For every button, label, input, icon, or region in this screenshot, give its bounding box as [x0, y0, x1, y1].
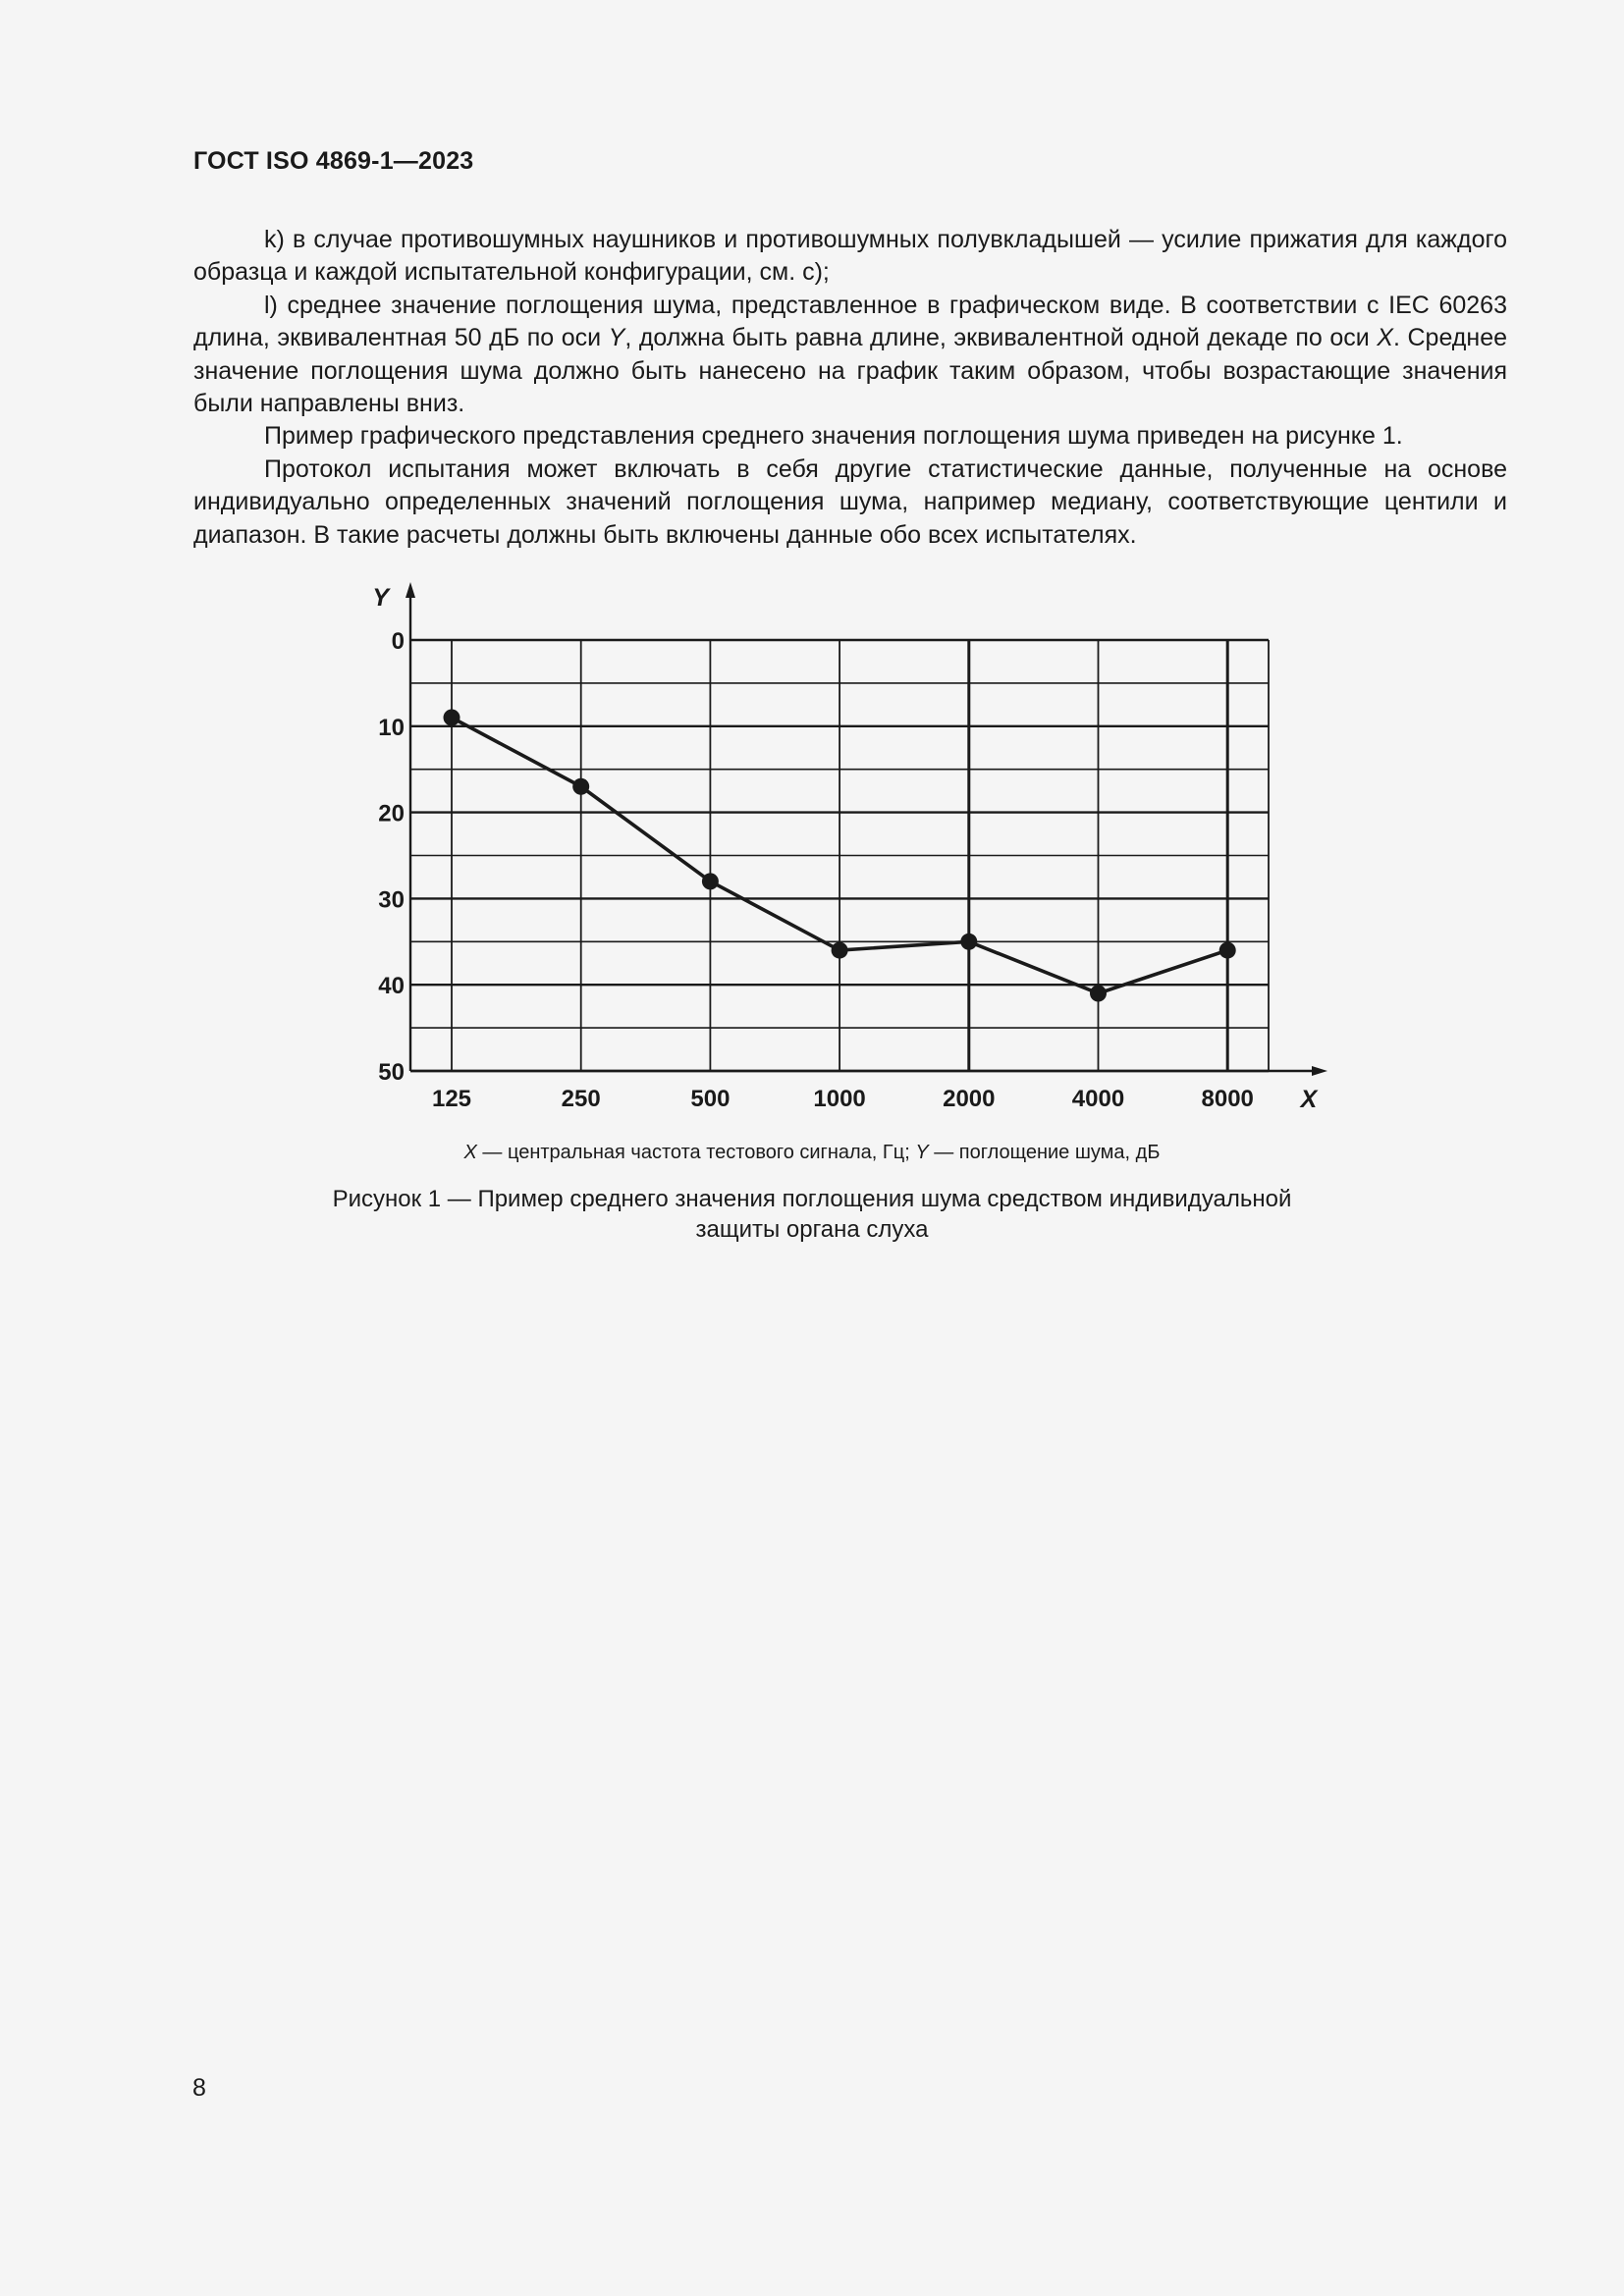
legend-y-symbol: Y — [915, 1142, 929, 1163]
x-tick-label: 8000 — [1201, 1086, 1254, 1112]
data-point — [702, 873, 719, 889]
caption-line-1: Рисунок 1 — Пример среднего значения поглощения шума средством индивидуальной — [332, 1186, 1292, 1212]
document-header: ГОСТ ISO 4869-1—2023 — [193, 147, 474, 175]
x-tick-label: 1000 — [813, 1086, 866, 1112]
paragraph-l-part: . Среднее значение поглощения шума должно быть нанесено на график таким образом, чтобы возрастающие значения были направлены вниз. — [193, 324, 1508, 418]
paragraph-l-axis-x: X — [1377, 324, 1393, 352]
paragraph-l-part: l) среднее значение поглощения шума, представленное в графическом виде. В соответствии с IEC 60263 длина, эквивалентная 50 дБ по оси — [193, 291, 1507, 352]
paragraph-example: Пример графического представления среднего значения поглощения шума приведен на рисунке 1. — [264, 422, 1403, 451]
x-axis-label: X — [1300, 1086, 1318, 1113]
x-tick-label: 125 — [431, 1086, 472, 1112]
figure-legend — [0, 1142, 1624, 1164]
y-tick-label: 20 — [378, 800, 405, 828]
page-number: 8 — [192, 2074, 206, 2102]
y-axis-arrow — [406, 582, 415, 598]
caption-line-2: защиты органа слуха — [695, 1216, 929, 1243]
data-point — [572, 778, 589, 795]
x-tick-label: 4000 — [1071, 1086, 1125, 1112]
x-tick-label: 2000 — [943, 1086, 996, 1112]
figure-caption — [0, 1184, 1624, 1245]
legend-y-text: — поглощение шума, дБ — [928, 1142, 1161, 1163]
chart-svg — [353, 574, 1335, 1119]
x-axis-arrow — [1312, 1066, 1327, 1076]
paragraph-l-part: , должна быть равна длине, эквивалентной одной декаде по оси — [624, 324, 1378, 352]
paragraph-l-axis-y: Y — [608, 324, 625, 352]
y-axis-label: Y — [372, 584, 389, 612]
data-point — [960, 934, 977, 950]
data-point — [1090, 985, 1107, 1001]
paragraph-l — [193, 290, 1507, 421]
y-tick-label: 50 — [378, 1059, 405, 1086]
paragraph-k: k) в случае противошумных наушников и противошумных полувкладышей — усилие прижатия для каждого образца и каждой испытательной конфигурации, см. c); — [193, 226, 1507, 287]
y-tick-label: 30 — [378, 886, 405, 914]
data-point — [832, 942, 848, 959]
data-point — [444, 710, 460, 726]
y-tick-label: 10 — [378, 714, 405, 741]
y-tick-label: 40 — [378, 973, 405, 1000]
x-tick-label: 250 — [561, 1086, 601, 1112]
body-text — [193, 224, 1507, 552]
x-tick-label: 500 — [690, 1086, 731, 1112]
noise-attenuation-chart — [353, 574, 1335, 1124]
paragraph-protocol: Протокол испытания может включать в себя другие статистические данные, полученные на основе индивидуально определенных значений поглощения шума, например медиану, соответствующие центили и диапазон. В такие расчеты должны быть включены данные обо всех испытателях. — [193, 454, 1507, 549]
legend-x-symbol: X — [463, 1142, 477, 1163]
y-tick-label: 0 — [391, 628, 405, 655]
legend-x-text: — центральная частота тестового сигнала, Гц; — [476, 1142, 916, 1163]
data-point — [1219, 942, 1236, 959]
